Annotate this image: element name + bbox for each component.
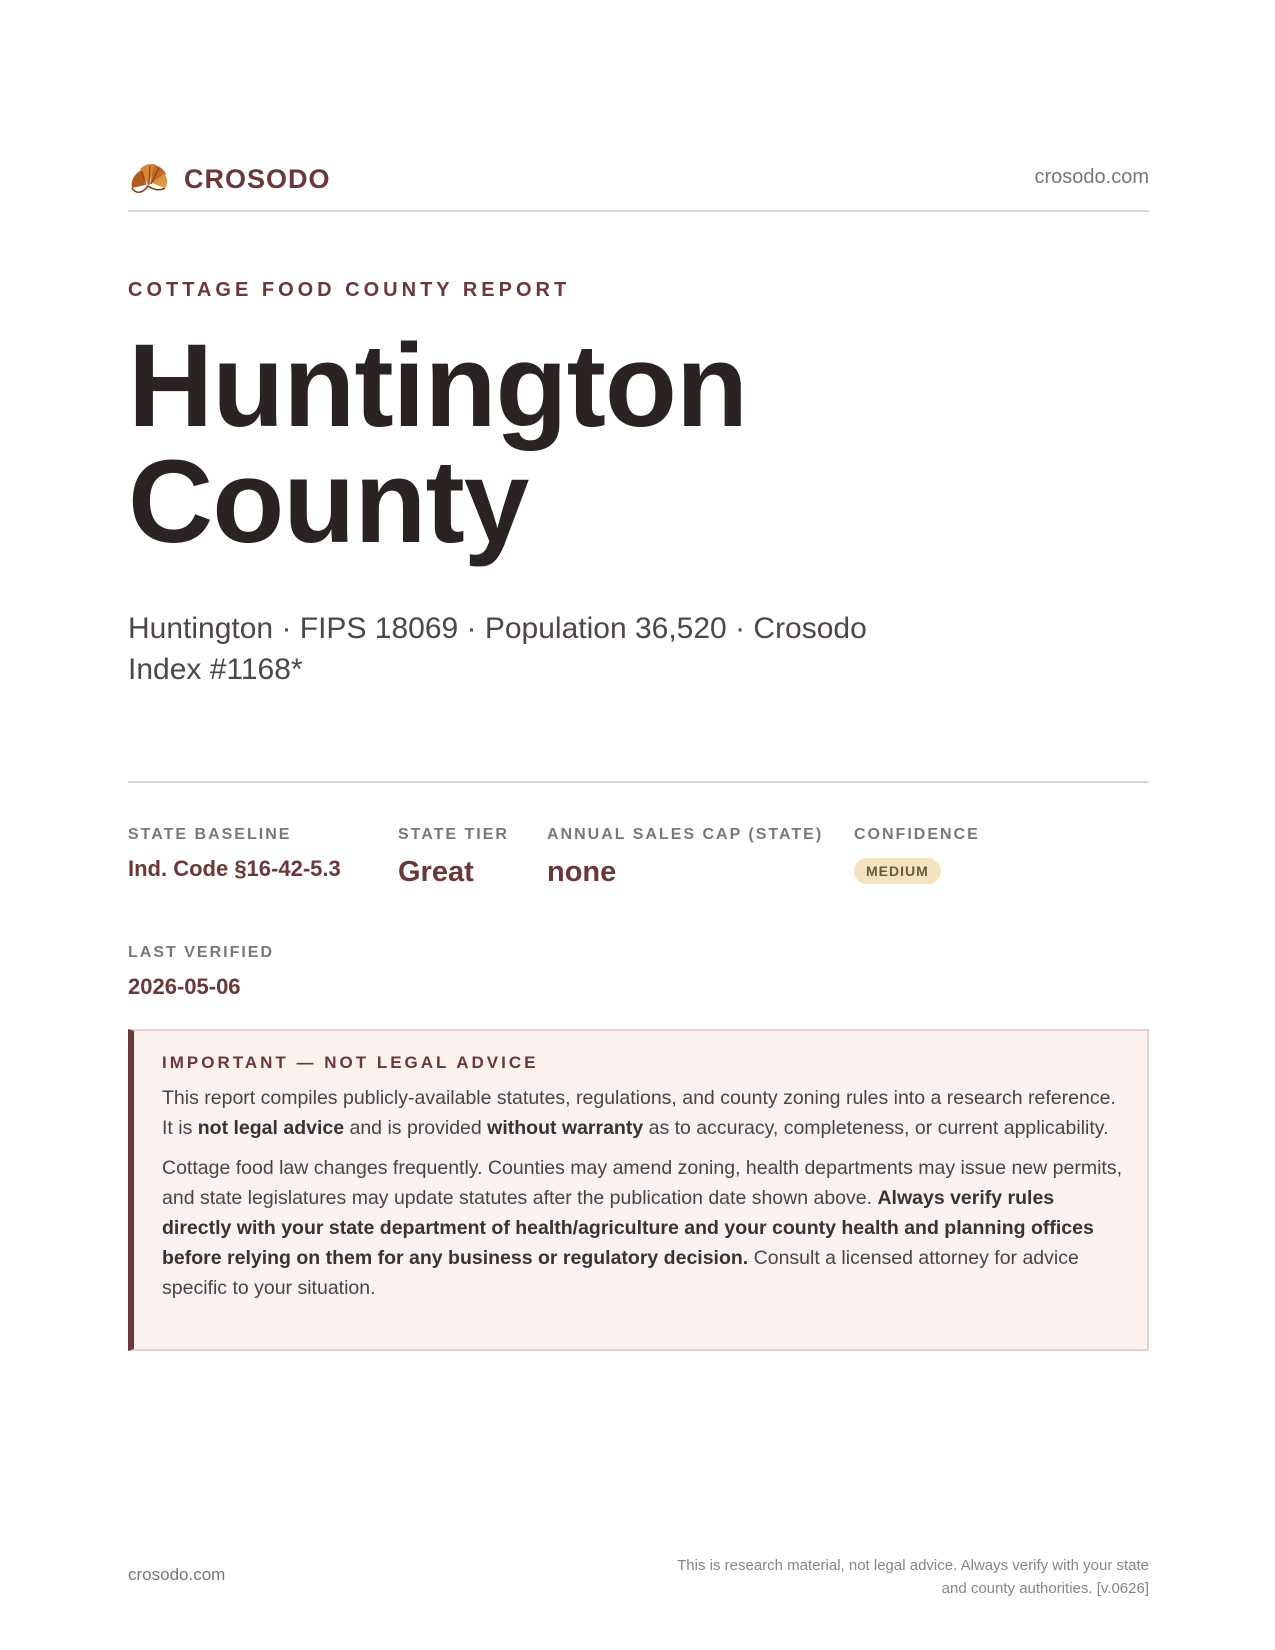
legal-disclaimer-box	[128, 1029, 1149, 1351]
stat-label: LAST VERIFIED	[128, 944, 275, 961]
page-title	[128, 320, 748, 568]
stat-value: none	[547, 856, 617, 888]
footer-line-1: This is research material, not legal advice. Always verify with your state	[677, 1557, 1149, 1574]
report-page	[128, 0, 1149, 1650]
title-line-1: Huntington	[128, 320, 748, 452]
stat-annual-sales-cap	[547, 826, 823, 889]
page-header	[128, 158, 1149, 210]
disclaimer-heading: IMPORTANT — NOT LEGAL ADVICE	[162, 1053, 539, 1072]
stat-label: STATE TIER	[398, 826, 509, 843]
stat-label: ANNUAL SALES CAP (STATE)	[547, 826, 824, 843]
stat-state-tier	[398, 826, 509, 889]
footer-line-2: and county authorities. [v.0626]	[941, 1580, 1149, 1597]
confidence-badge: MEDIUM	[854, 858, 941, 884]
header-url-link[interactable]: crosodo.com	[1034, 166, 1149, 188]
section-divider	[128, 781, 1149, 783]
stat-confidence	[854, 826, 980, 884]
county-subtitle: Huntington · FIPS 18069 · Population 36,520 · Crosodo Index #1168*	[128, 612, 867, 686]
title-line-2: County	[128, 436, 529, 568]
stat-label: CONFIDENCE	[854, 826, 980, 843]
disclaimer-paragraph-2: Cottage food law changes frequently. Counties may amend zoning, health departments may issue new permits, and state legislatures may update statutes after the publication date shown above. Always verify rules directly with your state department of health/agriculture and your county health and planning offices before relying on them for any business or regulatory decision. Consult a licensed attorney for advice specific to your situation.	[162, 1157, 1122, 1299]
stat-label: STATE BASELINE	[128, 826, 292, 843]
header-divider	[128, 210, 1149, 212]
stat-last-verified	[128, 944, 274, 1000]
footer-url-link[interactable]: crosodo.com	[128, 1565, 226, 1584]
stat-state-baseline	[128, 826, 341, 882]
stat-value: Great	[398, 856, 474, 888]
stat-value: Ind. Code §16-42-5.3	[128, 856, 341, 881]
croissant-icon	[128, 158, 170, 200]
brand[interactable]	[128, 158, 331, 200]
disclaimer-paragraph-1: This report compiles publicly-available statutes, regulations, and county zoning rules into a research reference. It is not legal advice and is provided without warranty as to accuracy, completeness, or current applicability.	[162, 1087, 1116, 1139]
brand-name: CROSODO	[184, 163, 331, 194]
stat-value: 2026-05-06	[128, 974, 241, 999]
report-kicker: COTTAGE FOOD COUNTY REPORT	[128, 279, 571, 301]
footer-disclaimer	[629, 1554, 1149, 1600]
